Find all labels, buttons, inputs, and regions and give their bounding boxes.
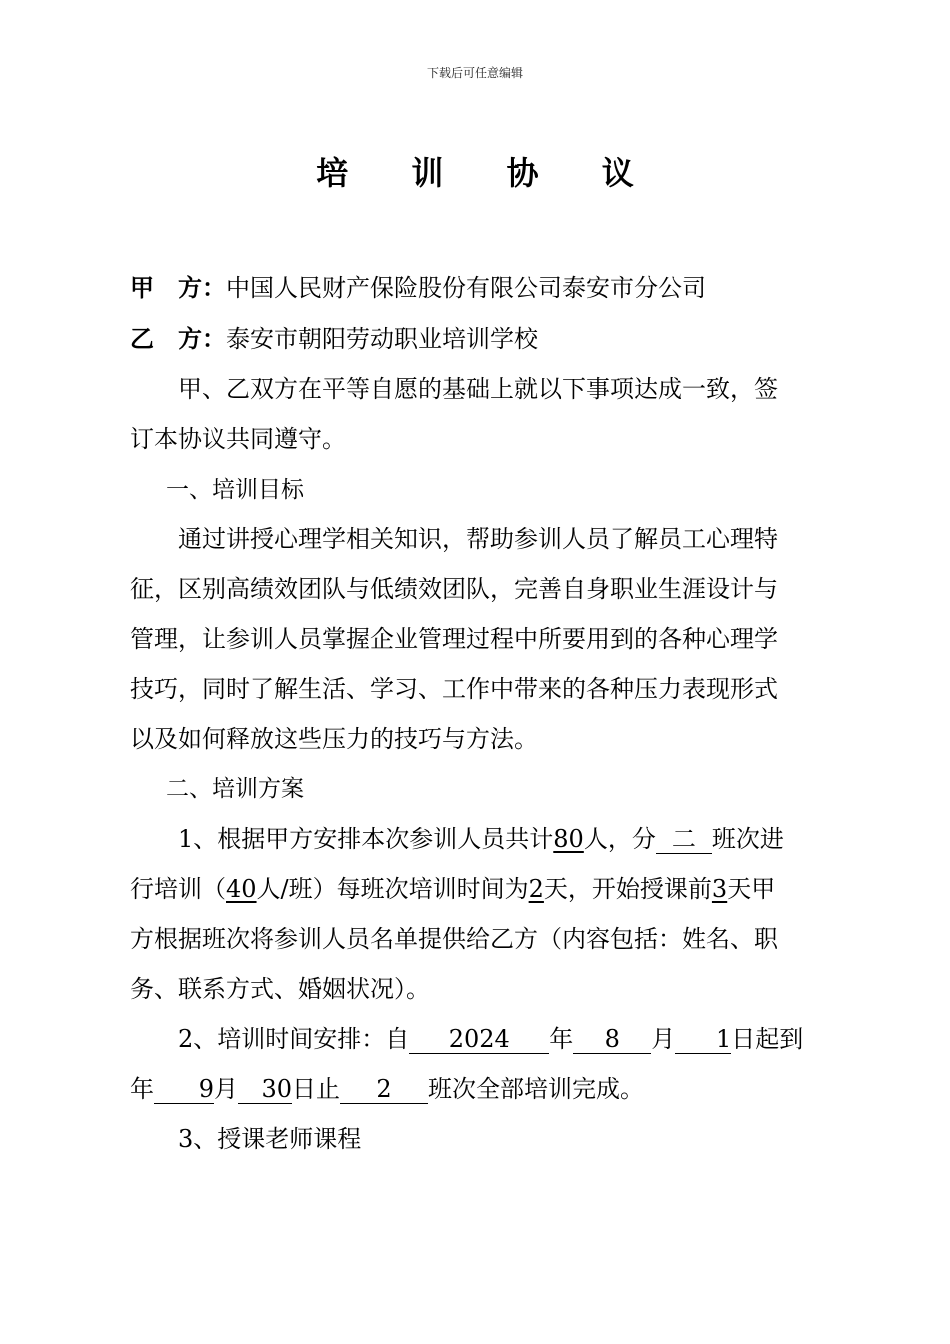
intro-line-2: 订本协议共同遵守。 bbox=[130, 425, 346, 453]
item1-text-b4: 天甲 bbox=[727, 875, 776, 903]
days-before: 3 bbox=[711, 875, 728, 903]
section1-heading: 一、培训目标 bbox=[166, 477, 304, 503]
party-a bbox=[130, 271, 830, 305]
item1-line-3: 方根据班次将参训人员名单提供给乙方（内容包括：姓名、职 bbox=[130, 925, 778, 953]
item2-text-b3: 日止 bbox=[292, 1075, 340, 1103]
header-note: 下载后可任意编辑 bbox=[426, 66, 523, 80]
item2-text-b4: 班次全部培训完成。 bbox=[428, 1075, 644, 1103]
item1-line-1 bbox=[130, 822, 830, 856]
item2-line-1 bbox=[130, 1022, 830, 1056]
section1-line-1: 通过讲授心理学相关知识，帮助参训人员了解员工心理特 bbox=[178, 525, 778, 553]
item1-line-4: 务、联系方式、婚姻状况）。 bbox=[130, 975, 430, 1003]
item2-text-a3: 月 bbox=[651, 1025, 676, 1053]
item1-text-b2: 人/班）每班次培训时间为 bbox=[256, 875, 529, 903]
party-b-value: 泰安市朝阳劳动职业培训学校 bbox=[226, 325, 538, 353]
item2-text-b1: 年 bbox=[130, 1075, 154, 1103]
item1-text-b3: 天，开始授课前 bbox=[543, 875, 712, 903]
item1-text-b1: 行培训（ bbox=[130, 875, 226, 903]
section1-line-2: 征，区别高绩效团队与低绩效团队，完善自身职业生涯设计与 bbox=[130, 575, 778, 603]
party-a-label: 甲 方： bbox=[130, 274, 226, 302]
start-year: 2024 bbox=[409, 1025, 549, 1054]
item2-text-a2: 年 bbox=[549, 1025, 574, 1053]
item2-line-2 bbox=[130, 1072, 830, 1106]
item1-text-a1: 1、根据甲方安排本次参训人员共计 bbox=[178, 825, 554, 853]
start-month: 8 bbox=[573, 1025, 651, 1054]
item2-text-b2: 月 bbox=[214, 1075, 238, 1103]
start-day: 1 bbox=[675, 1025, 731, 1054]
item1-text-a3: 班次进 bbox=[711, 825, 784, 853]
section1-line-3: 管理，让参训人员掌握企业管理过程中所要用到的各种心理学 bbox=[130, 625, 778, 653]
item3-line: 3、授课老师课程 bbox=[178, 1125, 362, 1153]
item2-text-a1: 2、培训时间安排：自 bbox=[178, 1025, 410, 1053]
intro-line-1: 甲、乙双方在平等自愿的基础上就以下事项达成一致，签 bbox=[178, 375, 778, 403]
per-class-count: 40 bbox=[226, 875, 257, 903]
end-month: 9 bbox=[154, 1075, 214, 1104]
section1-line-4: 技巧，同时了解生活、学习、工作中带来的各种压力表现形式 bbox=[130, 675, 778, 703]
section1-line-5: 以及如何释放这些压力的技巧与方法。 bbox=[130, 725, 538, 753]
item2-text-a4: 日起到 bbox=[731, 1025, 804, 1053]
days-count: 2 bbox=[528, 875, 544, 903]
document-title: 培 训 协 议 bbox=[316, 154, 660, 192]
party-b bbox=[130, 322, 830, 356]
party-b-label: 乙 方： bbox=[130, 325, 226, 353]
section2-heading: 二、培训方案 bbox=[166, 776, 304, 802]
item1-text-a2: 人，分 bbox=[583, 825, 656, 853]
class-count: 二 bbox=[656, 825, 712, 854]
end-day: 30 bbox=[238, 1075, 292, 1104]
total-classes: 2 bbox=[340, 1075, 428, 1104]
item1-line-2 bbox=[130, 872, 830, 906]
party-a-value: 中国人民财产保险股份有限公司泰安市分公司 bbox=[226, 274, 706, 302]
people-count: 80 bbox=[553, 825, 584, 853]
